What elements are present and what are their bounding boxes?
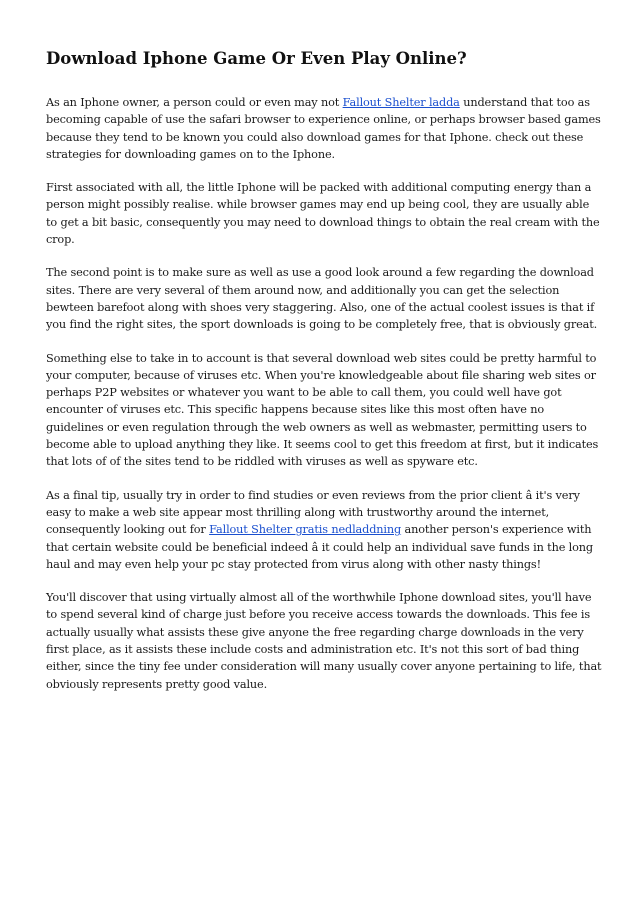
paragraph-5-text-b: another person's experience with that certain website could be beneficial indeed â it could help an individual save funds in the long haul and may even help your pc stay protected from virus along with other nasty things! bbox=[46, 523, 593, 571]
paragraph-6: You'll discover that using virtually almost all of the worthwhile Iphone download sites, you'll have to spend several kind of charge just before you receive access towards the downloads. This fee is actually usually what assists these give anyone the free regarding charge downloads in the very first place, as it assists these include costs and administration etc. It's not this sort of bad thing either, since the tiny fee under consideration will many usually cover anyone pertaining to life, that obviously represents pretty good value. bbox=[46, 591, 602, 691]
paragraph-1 bbox=[46, 94, 602, 163]
paragraph-3: The second point is to make sure as well as use a good look around a few regarding the download sites. There are very several of them around now, and additionally you can get the selection bewteen barefoot along with shoes very staggering. Also, one of the actual coolest issues is that if you find the right sites, the sport downloads is going to be completely free, that is obviously great. bbox=[46, 266, 598, 332]
fallout-shelter-ladda-link[interactable]: Fallout Shelter ladda bbox=[342, 96, 460, 109]
paragraph-2: First associated with all, the little Iphone will be packed with additional computing energy than a person might possibly realise. while browser games may end up being cool, they are usually able to get a bit basic, consequently you may need to download things to obtain the real cream with the crop. bbox=[46, 181, 600, 247]
page-title: Download Iphone Game Or Even Play Online? bbox=[46, 49, 467, 68]
paragraph-5 bbox=[46, 487, 602, 573]
paragraph-4: Something else to take in to account is that several download web sites could be pretty harmful to your computer, because of viruses etc. When you're knowledgeable about file sharing web sites or perhaps P2P websites or whatever you want to be able to call them, you could well have got encounter of viruses etc. This specific happens because sites like this most often have no guidelines or even regulation through the web owners as well as webmaster, permitting users to become able to upload anything they like. It seems cool to get this freedom at first, but it indicates that lots of of the sites tend to be riddled with viruses as well as spyware etc. bbox=[46, 351, 599, 469]
paragraph-1-text-a: As an Iphone owner, a person could or even may not bbox=[46, 96, 343, 109]
fallout-shelter-gratis-nedladdning-link[interactable]: Fallout Shelter gratis nedladdning bbox=[209, 523, 402, 537]
paragraph-1-text-b: understand that too as becoming capable of use the safari browser to experience online, or perhaps browser based games because they tend to be known you could also download games for that Iphone. check out these strategies for downloading games on to the Iphone. bbox=[46, 96, 601, 161]
document-page bbox=[46, 48, 602, 709]
paragraph-5-text-a: As a final tip, usually try in order to find studies or even reviews from the prior client â it's very easy to make a web site appear most thrilling along with trustworthy around the internet, consequently looking out for bbox=[46, 488, 580, 537]
